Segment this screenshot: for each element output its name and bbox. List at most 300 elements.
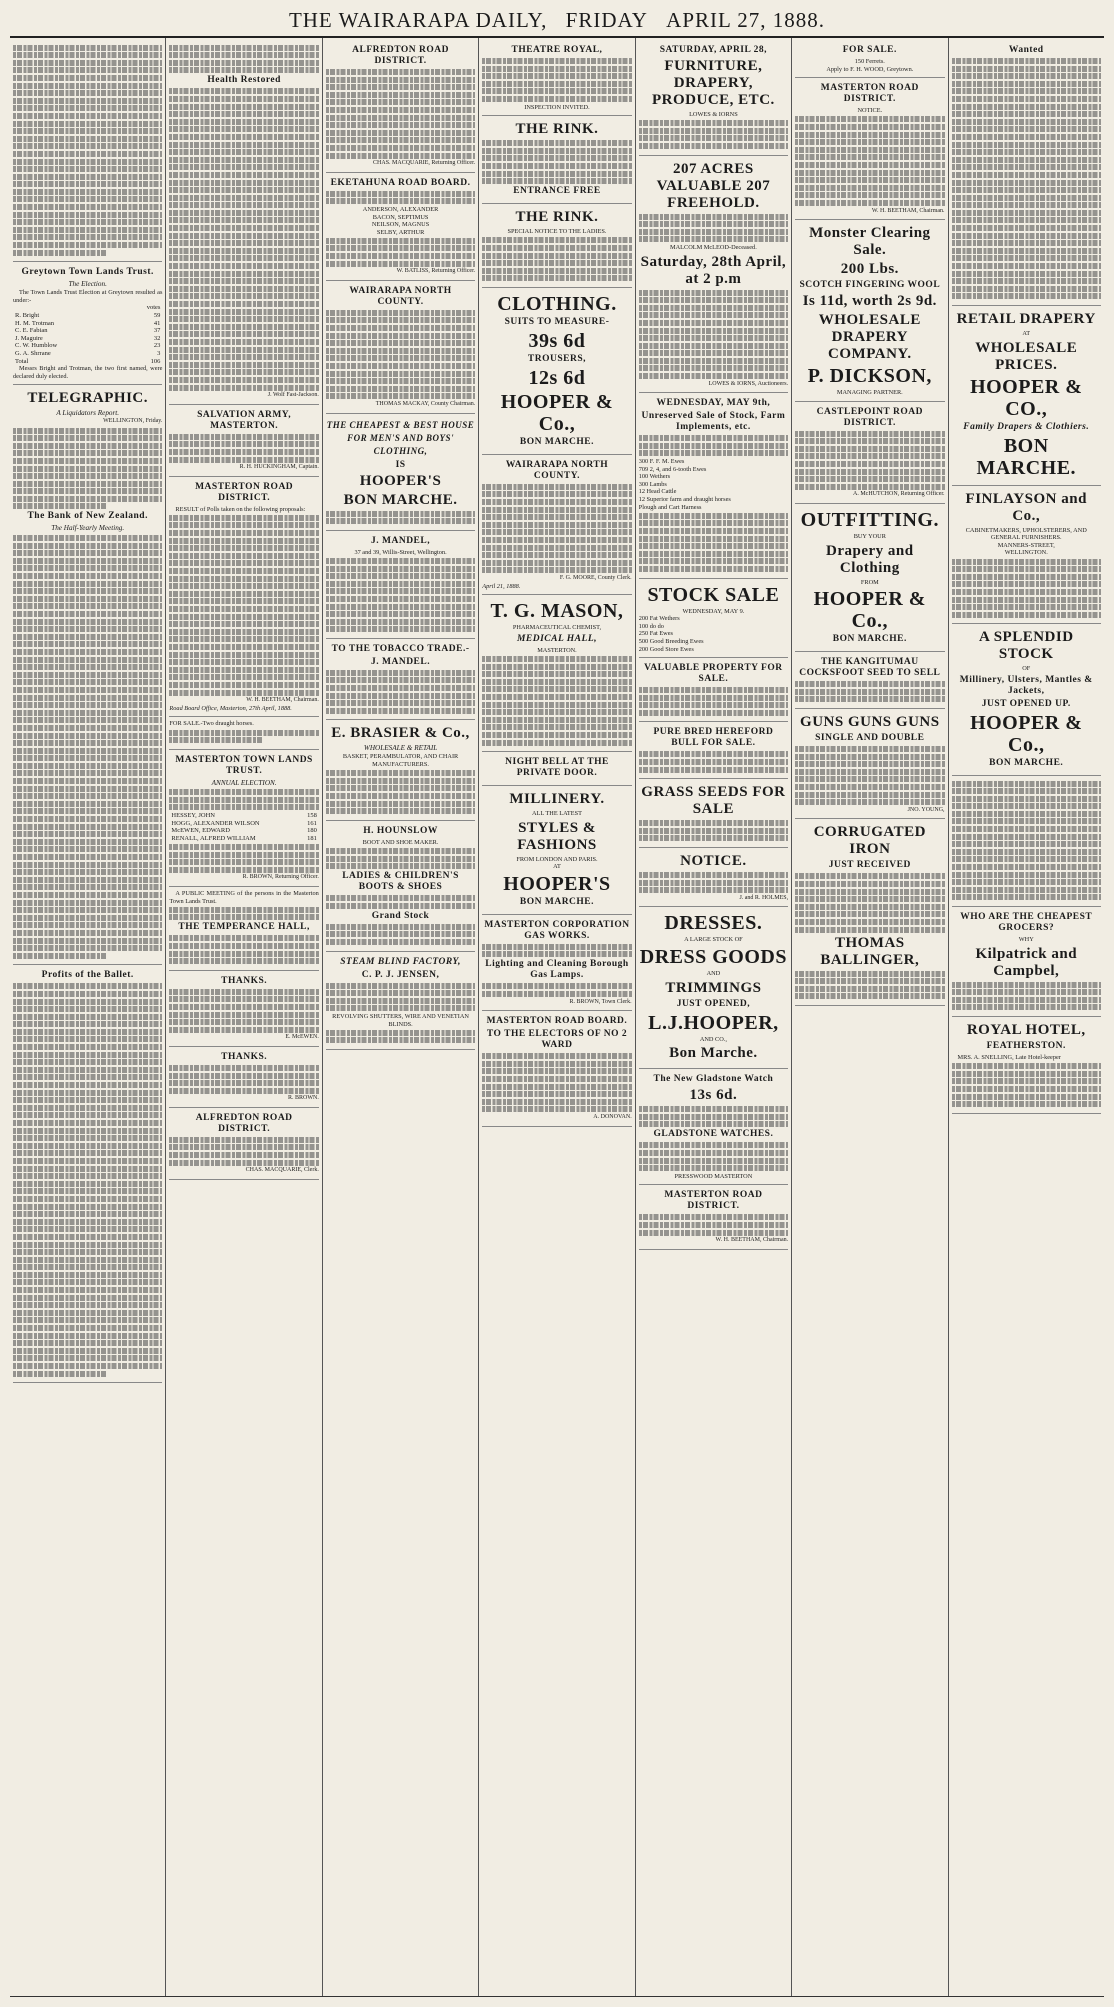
text-line bbox=[13, 558, 162, 564]
text-line bbox=[795, 461, 944, 467]
text-line bbox=[13, 1226, 162, 1232]
text-line bbox=[326, 77, 475, 83]
text-line bbox=[639, 335, 788, 341]
text-line bbox=[169, 576, 318, 582]
text-line bbox=[326, 92, 475, 98]
thanks-heading: THANKS. bbox=[221, 975, 268, 986]
hooper-name: HOOPER & Co., bbox=[813, 588, 926, 633]
text-line bbox=[169, 301, 318, 307]
text-line bbox=[952, 864, 1101, 870]
masterton-road-district-ad bbox=[169, 477, 318, 718]
grass-seeds-ad bbox=[639, 779, 788, 848]
mason-town: MASTERTON. bbox=[537, 646, 577, 654]
large-stock: A LARGE STOCK OF bbox=[684, 936, 743, 944]
text-line bbox=[13, 543, 162, 549]
trousers-price: 12s 6d bbox=[528, 366, 586, 389]
text-line bbox=[13, 1181, 162, 1187]
text-line bbox=[326, 626, 475, 632]
alfredton-ad-2 bbox=[169, 1108, 318, 1180]
text-line bbox=[169, 621, 318, 627]
text-line bbox=[639, 820, 788, 826]
text-line bbox=[639, 435, 788, 441]
young-signature: JNO. YOUNG, bbox=[907, 806, 945, 813]
text-line bbox=[952, 841, 1101, 847]
text-line bbox=[13, 907, 162, 913]
text-line bbox=[952, 278, 1101, 284]
table-row: HOGG, ALEXANDER WILSON 161 bbox=[171, 819, 317, 827]
text-line bbox=[169, 88, 318, 94]
latest-text: ALL THE LATEST bbox=[531, 810, 582, 818]
masthead-day: FRIDAY bbox=[565, 8, 648, 32]
text-line bbox=[169, 614, 318, 620]
text-line bbox=[13, 242, 162, 248]
text-line bbox=[482, 709, 631, 715]
text-line bbox=[326, 785, 475, 791]
text-line bbox=[13, 496, 162, 502]
mrd-heading: MASTERTON ROAD DISTRICT. bbox=[195, 481, 294, 503]
dress-goods: DRESS GOODS bbox=[639, 946, 787, 968]
text-line bbox=[482, 178, 631, 184]
text-line bbox=[952, 217, 1101, 223]
bon-marche-name: BON MARCHE. bbox=[343, 491, 458, 508]
health-ad bbox=[169, 40, 318, 405]
text-line bbox=[13, 748, 162, 754]
text-line bbox=[13, 1052, 162, 1058]
text-line bbox=[13, 1242, 162, 1248]
text-line bbox=[13, 136, 162, 142]
text-line bbox=[326, 130, 475, 136]
text-line bbox=[795, 792, 944, 798]
text-line bbox=[795, 476, 944, 482]
text-line bbox=[795, 971, 944, 977]
text-line bbox=[952, 1101, 1101, 1107]
suits-price: 39s 6d bbox=[528, 329, 586, 352]
finlayson-ad bbox=[952, 486, 1101, 625]
text-line bbox=[639, 135, 788, 141]
text-line bbox=[482, 694, 631, 700]
text-line bbox=[482, 717, 631, 723]
who-heading: WHO ARE THE CHEAPEST GROCERS? bbox=[960, 912, 1093, 933]
text-line bbox=[326, 588, 475, 594]
text-line bbox=[13, 1036, 162, 1042]
bank-heading: The Bank of New Zealand. bbox=[27, 511, 148, 522]
thanks-signature: R. BROWN. bbox=[288, 1095, 319, 1102]
text-line bbox=[639, 450, 788, 456]
alfredton-heading: ALFREDTON ROAD DISTRICT. bbox=[195, 1112, 293, 1134]
guns-sub: SINGLE AND DOUBLE bbox=[815, 733, 925, 743]
text-line bbox=[13, 1128, 162, 1134]
seed-ad bbox=[795, 652, 944, 709]
text-line bbox=[13, 991, 162, 997]
text-line bbox=[952, 142, 1101, 148]
county-date: April 21, 1888. bbox=[482, 582, 521, 590]
text-line bbox=[326, 573, 475, 579]
text-line bbox=[13, 60, 162, 66]
road-board-ad bbox=[482, 1011, 631, 1126]
millinery-ad bbox=[482, 786, 631, 915]
mason-name: T. G. MASON, bbox=[490, 600, 624, 623]
text-line bbox=[326, 378, 475, 384]
guns-ad bbox=[795, 709, 944, 819]
mrb-heading: MASTERTON ROAD BOARD. bbox=[486, 1016, 628, 1027]
text-line bbox=[13, 953, 106, 959]
text-line bbox=[326, 333, 475, 339]
rink-heading: THE RINK. bbox=[515, 121, 599, 138]
mrd-signature: W. H. BEETHAM, Chairman. bbox=[246, 697, 319, 704]
text-line bbox=[326, 99, 475, 105]
text-line bbox=[13, 458, 162, 464]
text-line bbox=[169, 362, 318, 368]
text-line bbox=[13, 1279, 162, 1285]
text-line bbox=[795, 484, 944, 490]
text-line bbox=[13, 75, 162, 81]
public-meeting-ad bbox=[169, 887, 318, 971]
mandel-name: J. MANDEL, bbox=[371, 535, 431, 546]
north-county-ad bbox=[326, 281, 475, 414]
text-line bbox=[639, 143, 788, 149]
lj-hooper: L.J.HOOPER, bbox=[648, 1011, 779, 1034]
text-line bbox=[482, 560, 631, 566]
list-item: Plough and Cart Harness bbox=[638, 503, 702, 511]
text-line bbox=[169, 324, 318, 330]
text-line bbox=[639, 1214, 788, 1220]
text-line bbox=[482, 679, 631, 685]
splendid-heading: A SPLENDID STOCK bbox=[978, 629, 1074, 663]
text-line bbox=[482, 58, 631, 64]
text-line bbox=[169, 111, 318, 117]
text-line bbox=[795, 873, 944, 879]
text-line bbox=[952, 849, 1101, 855]
manners-street: MANNERS-STREET, bbox=[997, 541, 1055, 549]
text-line bbox=[169, 804, 318, 810]
suits-heading: SUITS TO MEASURE- bbox=[504, 316, 610, 327]
ferrets-ad bbox=[795, 40, 944, 78]
steam-blind-heading: STEAM BLIND FACTORY, bbox=[340, 956, 461, 967]
text-line bbox=[13, 1112, 162, 1118]
article-continued bbox=[13, 40, 162, 262]
text-line bbox=[482, 268, 631, 274]
text-line bbox=[13, 679, 162, 685]
text-line bbox=[13, 999, 162, 1005]
text-line bbox=[952, 81, 1101, 87]
text-line bbox=[952, 982, 1101, 988]
text-line bbox=[482, 499, 631, 505]
text-line bbox=[952, 1086, 1101, 1092]
text-line bbox=[326, 924, 475, 930]
text-line bbox=[326, 518, 475, 524]
text-line bbox=[326, 685, 475, 691]
text-line bbox=[482, 545, 631, 551]
text-line bbox=[795, 896, 944, 902]
notices-section bbox=[952, 776, 1101, 907]
text-line bbox=[482, 671, 631, 677]
furniture-sale-ad bbox=[639, 40, 788, 156]
text-line bbox=[482, 944, 631, 950]
telegraphic-heading: TELEGRAPHIC. bbox=[27, 390, 149, 407]
text-line bbox=[326, 939, 475, 945]
text-line bbox=[13, 45, 162, 51]
valuable-heading: VALUABLE PROPERTY FOR SALE. bbox=[644, 663, 783, 685]
hooper-name-2: HOOPER & Co., bbox=[970, 711, 1083, 756]
text-line bbox=[952, 126, 1101, 132]
text-line bbox=[326, 931, 475, 937]
text-line bbox=[169, 667, 318, 673]
text-line bbox=[169, 225, 318, 231]
text-line bbox=[795, 446, 944, 452]
ballet-article bbox=[13, 965, 162, 1383]
eketahuna-signature: W. BATLISS, Returning Officer. bbox=[396, 268, 476, 275]
text-line bbox=[952, 66, 1101, 72]
text-line bbox=[13, 862, 162, 868]
text-line bbox=[13, 839, 162, 845]
mrd-signature: W. H. BEETHAM, Chairman. bbox=[715, 1237, 789, 1244]
text-line bbox=[326, 1005, 475, 1011]
text-line bbox=[169, 844, 318, 850]
text-line bbox=[13, 1317, 162, 1323]
column-1 bbox=[10, 38, 166, 1996]
night-bell bbox=[482, 752, 631, 786]
text-line bbox=[169, 60, 318, 66]
stock-sale-heading: STOCK SALE bbox=[647, 583, 780, 606]
text-line bbox=[326, 245, 475, 251]
text-line bbox=[795, 927, 944, 933]
text-line bbox=[169, 119, 318, 125]
text-line bbox=[169, 867, 318, 873]
text-line bbox=[169, 951, 318, 957]
eketahuna-ad bbox=[326, 173, 475, 281]
clothing-heading: CLOTHING. bbox=[497, 292, 617, 315]
mrd-heading: MASTERTON ROAD DISTRICT. bbox=[820, 83, 919, 105]
text-line bbox=[952, 187, 1101, 193]
grand-stock: Grand Stock bbox=[371, 910, 430, 921]
text-line bbox=[169, 1160, 318, 1166]
text-line bbox=[169, 187, 318, 193]
bull-ad bbox=[639, 722, 788, 779]
splendid-stock-ad bbox=[952, 624, 1101, 776]
text-line bbox=[482, 1076, 631, 1082]
columns bbox=[10, 38, 1104, 1997]
text-line bbox=[482, 1084, 631, 1090]
text-line bbox=[795, 911, 944, 917]
corrugated-ad bbox=[795, 819, 944, 1006]
text-line bbox=[326, 340, 475, 346]
why-text: WHY bbox=[1018, 936, 1034, 943]
text-line bbox=[13, 181, 162, 187]
monster-heading: Monster Clearing Sale. bbox=[809, 225, 931, 259]
text-line bbox=[326, 566, 475, 572]
text-line bbox=[13, 983, 162, 989]
text-line bbox=[169, 377, 318, 383]
ladies-boots: LADIES & CHILDREN'S BOOTS & SHOES bbox=[342, 871, 459, 893]
ballinger-name: THOMAS BALLINGER, bbox=[820, 934, 920, 968]
mrd-notice: NOTICE. bbox=[857, 107, 883, 115]
text-line bbox=[13, 227, 162, 233]
thanks-ad-2 bbox=[169, 1047, 318, 1108]
text-line bbox=[326, 122, 475, 128]
text-line bbox=[13, 1272, 162, 1278]
table-row: H. M. Trotman 41 bbox=[15, 319, 161, 327]
text-line bbox=[795, 799, 944, 805]
gasworks-ad bbox=[482, 915, 631, 1011]
text-line bbox=[639, 373, 788, 379]
text-line bbox=[952, 1078, 1101, 1084]
text-line bbox=[13, 488, 162, 494]
text-line bbox=[13, 1173, 162, 1179]
text-line bbox=[13, 702, 162, 708]
text-line bbox=[795, 185, 944, 191]
jensen-ad bbox=[326, 952, 475, 1050]
stock-sale-date: WEDNESDAY, MAY 9. bbox=[682, 607, 745, 615]
text-line bbox=[13, 1249, 162, 1255]
text-line bbox=[326, 145, 475, 151]
text-line bbox=[639, 1106, 788, 1112]
notice-ad bbox=[639, 848, 788, 907]
text-line bbox=[169, 45, 318, 51]
text-line bbox=[13, 641, 162, 647]
text-line bbox=[639, 520, 788, 526]
text-line bbox=[795, 162, 944, 168]
text-line bbox=[169, 202, 318, 208]
election-note: Messrs Bright and Trotman, the two first named, were declared duly elected. bbox=[13, 365, 163, 380]
text-line bbox=[13, 786, 162, 792]
notice-heading: NOTICE. bbox=[680, 853, 747, 870]
text-line bbox=[326, 198, 475, 204]
text-line bbox=[482, 1061, 631, 1067]
ballet-heading: Profits of the Ballet. bbox=[41, 970, 134, 981]
cheapest-heading: THE CHEAPEST & BEST HOUSE FOR MEN'S AND BOYS' CLOTHING, bbox=[326, 419, 475, 456]
text-line bbox=[13, 443, 162, 449]
text-line bbox=[13, 1105, 162, 1111]
hounslow-name: H. HOUNSLOW bbox=[363, 825, 438, 836]
hoopers-name: HOOPER'S bbox=[359, 472, 442, 489]
text-line bbox=[795, 177, 944, 183]
text-line bbox=[482, 522, 631, 528]
text-line bbox=[326, 153, 475, 159]
text-line bbox=[795, 769, 944, 775]
text-line bbox=[13, 922, 162, 928]
text-line bbox=[169, 195, 318, 201]
text-line bbox=[326, 511, 475, 517]
text-line bbox=[795, 776, 944, 782]
rink-ad-2 bbox=[482, 204, 631, 288]
telegraphic-section bbox=[13, 385, 162, 965]
text-line bbox=[169, 52, 318, 58]
gladstone-ad bbox=[639, 1069, 788, 1185]
county-ad bbox=[482, 455, 631, 595]
stock-sale-ad bbox=[639, 579, 788, 659]
hooper-name: HOOPER & Co., bbox=[500, 390, 614, 435]
electors-heading: TO THE ELECTORS OF NO 2 WARD bbox=[486, 1029, 628, 1051]
text-line bbox=[13, 1211, 162, 1217]
text-line bbox=[169, 659, 318, 665]
text-line bbox=[639, 558, 788, 564]
and-co: AND CO., bbox=[699, 1035, 727, 1043]
text-line bbox=[13, 573, 162, 579]
bull-heading: PURE BRED HEREFORD BULL FOR SALE. bbox=[653, 727, 774, 749]
text-line bbox=[13, 1014, 162, 1020]
text-line bbox=[13, 581, 162, 587]
text-line bbox=[795, 132, 944, 138]
text-line bbox=[169, 354, 318, 360]
text-line bbox=[13, 664, 162, 670]
text-line bbox=[169, 636, 318, 642]
retail-heading: RETAIL DRAPERY bbox=[956, 311, 1096, 327]
table-row: C. W. Humblow 23 bbox=[15, 342, 161, 350]
special-notice: SPECIAL NOTICE TO THE LADIES. bbox=[507, 228, 607, 236]
sat-date: SATURDAY, APRIL 28, bbox=[659, 45, 768, 55]
text-line bbox=[13, 733, 162, 739]
bon-marche-name-2: BON MARCHE. bbox=[519, 896, 595, 907]
theatre-heading: THEATRE ROYAL, bbox=[511, 45, 603, 55]
list-item: 100 Wethers bbox=[638, 473, 671, 481]
royal-hotel-ad bbox=[952, 1017, 1101, 1114]
text-line bbox=[13, 105, 162, 111]
text-line bbox=[13, 900, 162, 906]
text-line bbox=[952, 233, 1101, 239]
text-line bbox=[952, 1004, 1101, 1010]
text-line bbox=[326, 611, 475, 617]
text-line bbox=[13, 945, 162, 951]
text-line bbox=[13, 915, 162, 921]
text-line bbox=[13, 1264, 162, 1270]
alfredton-heading: ALFREDTON ROAD DISTRICT. bbox=[352, 45, 449, 66]
text-line bbox=[639, 320, 788, 326]
text-line bbox=[13, 67, 162, 73]
text-line bbox=[169, 339, 318, 345]
text-line bbox=[13, 801, 162, 807]
theatre-ad bbox=[482, 40, 631, 116]
text-line bbox=[13, 1219, 162, 1225]
text-line bbox=[795, 696, 944, 702]
alfredton-signature: CHAS. MACQUARIE, Returning Officer. bbox=[373, 160, 476, 167]
wholesale-heading: WHOLESALE PRICES. bbox=[975, 339, 1078, 373]
text-line bbox=[169, 210, 318, 216]
text-line bbox=[482, 529, 631, 535]
thanks-signature: E. McEWEN. bbox=[285, 1034, 319, 1041]
text-line bbox=[326, 619, 475, 625]
text-line bbox=[639, 229, 788, 235]
text-line bbox=[13, 1196, 162, 1202]
text-line bbox=[952, 612, 1101, 618]
text-line bbox=[795, 453, 944, 459]
text-line bbox=[169, 142, 318, 148]
text-line bbox=[326, 677, 475, 683]
text-line bbox=[952, 210, 1101, 216]
salvation-heading: SALVATION ARMY, MASTERTON. bbox=[197, 409, 292, 431]
dresses-heading: DRESSES. bbox=[664, 912, 763, 935]
text-line bbox=[795, 438, 944, 444]
gladstone-heading: The New Gladstone Watch bbox=[653, 1074, 774, 1085]
text-line bbox=[169, 553, 318, 559]
text-line bbox=[169, 157, 318, 163]
text-line bbox=[482, 664, 631, 670]
text-line bbox=[482, 507, 631, 513]
ferrets-apply: Apply to F. H. WOOD, Greytown. bbox=[826, 65, 914, 73]
list-item: 300 Lambs bbox=[638, 480, 667, 488]
text-line bbox=[952, 263, 1101, 269]
text-line bbox=[326, 386, 475, 392]
trousers-heading: TROUSERS, bbox=[527, 353, 587, 364]
wool-price: Is 11d, worth 2s 9d. bbox=[802, 293, 937, 310]
gladstone-price: 13s 6d. bbox=[689, 1087, 738, 1104]
text-line bbox=[952, 559, 1101, 565]
table-row: HESSEY, JOHN 158 bbox=[171, 812, 317, 820]
text-line bbox=[13, 695, 162, 701]
is-text: IS bbox=[395, 459, 406, 470]
election-heading: Greytown Town Lands Trust. bbox=[21, 267, 154, 278]
text-line bbox=[795, 469, 944, 475]
text-line bbox=[169, 331, 318, 337]
